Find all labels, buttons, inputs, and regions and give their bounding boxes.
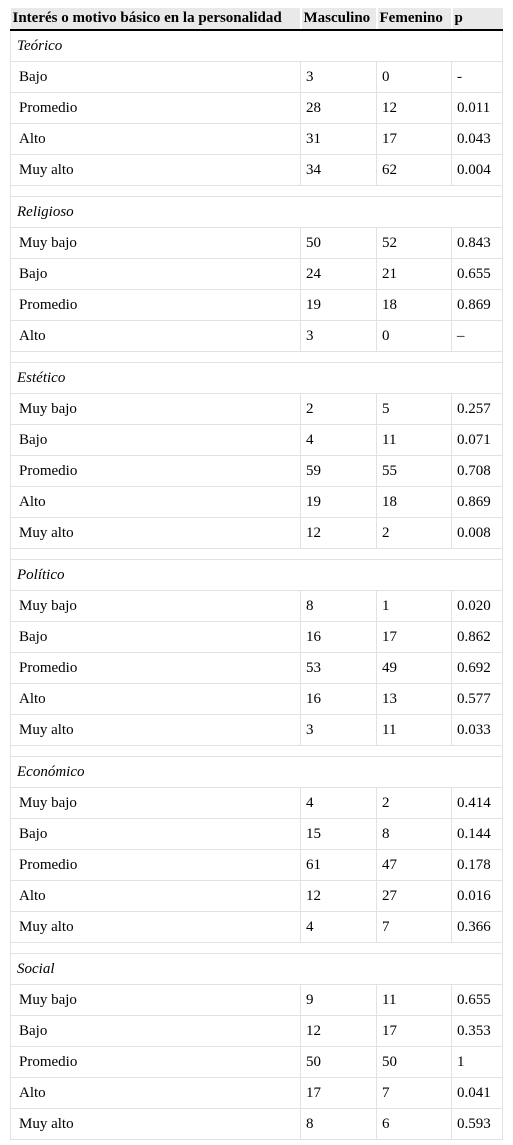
level-cell: Alto (11, 684, 301, 715)
header-p: p (452, 8, 503, 30)
p-value-cell: 0.862 (452, 622, 503, 653)
femenino-cell: 11 (377, 425, 452, 456)
masculino-cell: 31 (301, 124, 377, 155)
table-row (11, 653, 503, 684)
level-cell: Promedio (11, 456, 301, 487)
femenino-cell: 27 (377, 881, 452, 912)
level-cell: Alto (11, 881, 301, 912)
masculino-cell: 9 (301, 985, 377, 1016)
femenino-cell: 2 (377, 788, 452, 819)
spacer-cell (11, 186, 503, 197)
masculino-cell: 4 (301, 788, 377, 819)
p-value-cell: 0.577 (452, 684, 503, 715)
masculino-cell: 4 (301, 425, 377, 456)
femenino-cell: 7 (377, 1078, 452, 1109)
level-cell: Bajo (11, 1016, 301, 1047)
table-row (11, 394, 503, 425)
level-cell: Promedio (11, 653, 301, 684)
table-header (11, 8, 503, 30)
masculino-cell: 19 (301, 290, 377, 321)
masculino-cell: 12 (301, 881, 377, 912)
masculino-cell: 16 (301, 622, 377, 653)
femenino-cell: 0 (377, 321, 452, 352)
p-value-cell: – (452, 321, 503, 352)
p-value-cell: 0.071 (452, 425, 503, 456)
p-value-cell: 0.257 (452, 394, 503, 425)
table-row (11, 985, 503, 1016)
p-value-cell: 0.008 (452, 518, 503, 549)
p-value-cell: 0.178 (452, 850, 503, 881)
table-row (11, 456, 503, 487)
table-row (11, 819, 503, 850)
masculino-cell: 8 (301, 1109, 377, 1140)
p-value-cell: 0.020 (452, 591, 503, 622)
masculino-cell: 19 (301, 487, 377, 518)
p-value-cell: 1 (452, 1047, 503, 1078)
spacer-cell (11, 352, 503, 363)
table-row (11, 622, 503, 653)
femenino-cell: 11 (377, 985, 452, 1016)
masculino-cell: 12 (301, 1016, 377, 1047)
p-value-cell: 0.692 (452, 653, 503, 684)
table-row (11, 321, 503, 352)
femenino-cell: 17 (377, 1016, 452, 1047)
femenino-cell: 17 (377, 124, 452, 155)
group-spacer (11, 746, 503, 757)
group-row (11, 197, 503, 228)
p-value-cell: 0.353 (452, 1016, 503, 1047)
p-value-cell: 0.414 (452, 788, 503, 819)
table-row (11, 912, 503, 943)
level-cell: Alto (11, 487, 301, 518)
table-row (11, 259, 503, 290)
level-cell: Muy alto (11, 1109, 301, 1140)
p-value-cell: 0.593 (452, 1109, 503, 1140)
femenino-cell: 6 (377, 1109, 452, 1140)
masculino-cell: 53 (301, 653, 377, 684)
p-value-cell: 0.011 (452, 93, 503, 124)
spacer-cell (11, 943, 503, 954)
masculino-cell: 4 (301, 912, 377, 943)
masculino-cell: 15 (301, 819, 377, 850)
masculino-cell: 59 (301, 456, 377, 487)
p-value-cell: 0.708 (452, 456, 503, 487)
table-row (11, 1078, 503, 1109)
table-row (11, 1016, 503, 1047)
table-row (11, 155, 503, 186)
masculino-cell: 2 (301, 394, 377, 425)
table-row (11, 124, 503, 155)
table-row (11, 591, 503, 622)
group-row (11, 363, 503, 394)
level-cell: Muy bajo (11, 591, 301, 622)
spacer-cell (11, 746, 503, 757)
femenino-cell: 2 (377, 518, 452, 549)
level-cell: Bajo (11, 62, 301, 93)
table-row (11, 93, 503, 124)
femenino-cell: 0 (377, 62, 452, 93)
masculino-cell: 61 (301, 850, 377, 881)
level-cell: Promedio (11, 1047, 301, 1078)
masculino-cell: 50 (301, 1047, 377, 1078)
masculino-cell: 16 (301, 684, 377, 715)
table-row (11, 881, 503, 912)
masculino-cell: 12 (301, 518, 377, 549)
femenino-cell: 18 (377, 487, 452, 518)
table-row (11, 62, 503, 93)
femenino-cell: 49 (377, 653, 452, 684)
group-spacer (11, 549, 503, 560)
level-cell: Bajo (11, 819, 301, 850)
femenino-cell: 55 (377, 456, 452, 487)
femenino-cell: 50 (377, 1047, 452, 1078)
group-row (11, 954, 503, 985)
table-row (11, 788, 503, 819)
level-cell: Muy bajo (11, 394, 301, 425)
level-cell: Alto (11, 321, 301, 352)
table-row (11, 487, 503, 518)
p-value-cell: 0.144 (452, 819, 503, 850)
p-value-cell: 0.366 (452, 912, 503, 943)
femenino-cell: 8 (377, 819, 452, 850)
masculino-cell: 3 (301, 321, 377, 352)
header-row (11, 8, 503, 30)
level-cell: Muy alto (11, 518, 301, 549)
group-row (11, 560, 503, 591)
p-value-cell: 0.655 (452, 985, 503, 1016)
femenino-cell: 18 (377, 290, 452, 321)
masculino-cell: 24 (301, 259, 377, 290)
group-label: Social (11, 954, 503, 985)
level-cell: Promedio (11, 290, 301, 321)
level-cell: Promedio (11, 93, 301, 124)
masculino-cell: 34 (301, 155, 377, 186)
p-value-cell: 0.004 (452, 155, 503, 186)
level-cell: Alto (11, 1078, 301, 1109)
group-label: Religioso (11, 197, 503, 228)
group-row (11, 757, 503, 788)
group-label: Económico (11, 757, 503, 788)
femenino-cell: 1 (377, 591, 452, 622)
femenino-cell: 21 (377, 259, 452, 290)
level-cell: Bajo (11, 259, 301, 290)
spacer-cell (11, 549, 503, 560)
header-interes: Interés o motivo básico en la personalidad (11, 8, 301, 30)
group-spacer (11, 943, 503, 954)
p-value-cell: 0.033 (452, 715, 503, 746)
table-row (11, 228, 503, 259)
group-row (11, 30, 503, 62)
femenino-cell: 5 (377, 394, 452, 425)
table-row (11, 684, 503, 715)
personality-interest-table (10, 8, 503, 1140)
table-row (11, 715, 503, 746)
p-value-cell: 0.843 (452, 228, 503, 259)
p-value-cell: 0.043 (452, 124, 503, 155)
table-body (11, 30, 503, 1140)
level-cell: Muy bajo (11, 228, 301, 259)
masculino-cell: 28 (301, 93, 377, 124)
level-cell: Bajo (11, 425, 301, 456)
level-cell: Muy bajo (11, 985, 301, 1016)
femenino-cell: 12 (377, 93, 452, 124)
p-value-cell: - (452, 62, 503, 93)
level-cell: Muy bajo (11, 788, 301, 819)
femenino-cell: 47 (377, 850, 452, 881)
level-cell: Muy alto (11, 155, 301, 186)
table-row (11, 1109, 503, 1140)
p-value-cell: 0.655 (452, 259, 503, 290)
table-row (11, 1047, 503, 1078)
table-row (11, 518, 503, 549)
femenino-cell: 7 (377, 912, 452, 943)
femenino-cell: 11 (377, 715, 452, 746)
level-cell: Muy alto (11, 912, 301, 943)
group-spacer (11, 186, 503, 197)
level-cell: Promedio (11, 850, 301, 881)
level-cell: Muy alto (11, 715, 301, 746)
femenino-cell: 13 (377, 684, 452, 715)
level-cell: Alto (11, 124, 301, 155)
femenino-cell: 52 (377, 228, 452, 259)
table-row (11, 290, 503, 321)
table-row (11, 850, 503, 881)
group-spacer (11, 352, 503, 363)
masculino-cell: 3 (301, 715, 377, 746)
header-femenino: Femenino (377, 8, 452, 30)
p-value-cell: 0.016 (452, 881, 503, 912)
p-value-cell: 0.041 (452, 1078, 503, 1109)
level-cell: Bajo (11, 622, 301, 653)
group-label: Estético (11, 363, 503, 394)
group-label: Político (11, 560, 503, 591)
p-value-cell: 0.869 (452, 487, 503, 518)
masculino-cell: 8 (301, 591, 377, 622)
masculino-cell: 3 (301, 62, 377, 93)
table-row (11, 425, 503, 456)
p-value-cell: 0.869 (452, 290, 503, 321)
header-masculino: Masculino (301, 8, 377, 30)
group-label: Teórico (11, 30, 503, 62)
masculino-cell: 17 (301, 1078, 377, 1109)
femenino-cell: 17 (377, 622, 452, 653)
femenino-cell: 62 (377, 155, 452, 186)
masculino-cell: 50 (301, 228, 377, 259)
